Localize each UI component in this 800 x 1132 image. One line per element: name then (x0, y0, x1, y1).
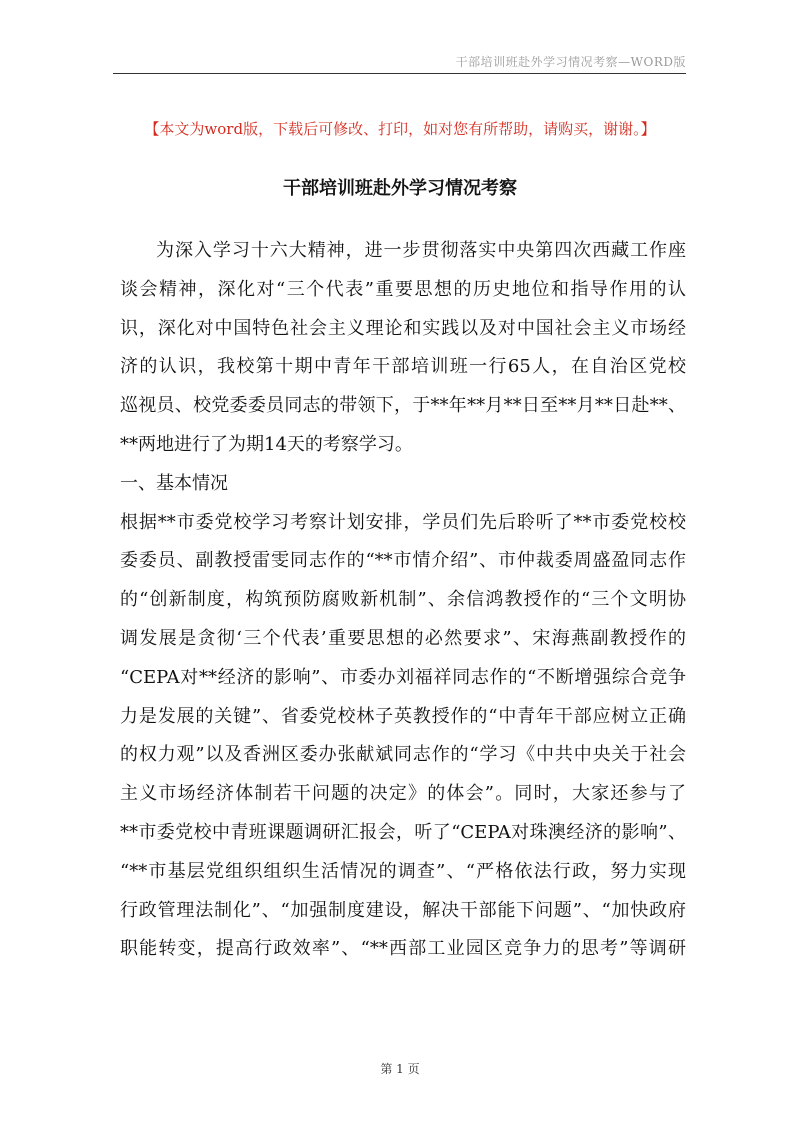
paragraph-basic-situation (120, 504, 686, 970)
text-line: 根据**市委党校学习考察计划安排，学员们先后聆听了**市委党校校 (120, 511, 686, 533)
text-line: **两地进行了为期14天的考察学习。 (120, 433, 413, 455)
text-line: 为深入学习十六大精神，进一步贯彻落实中央第四次西藏工作座 (156, 240, 686, 261)
purchase-notice: 【本文为word版，下载后可修改、打印，如对您有所帮助，请购买，谢谢。】 (144, 120, 656, 138)
text-line: 委委员、副教授雷雯同志作的“**市情介绍”、市仲裁委周盛盈同志作 (120, 550, 686, 572)
header-rule (113, 73, 686, 74)
text-line: 谈会精神，深化对“三个代表”重要思想的历史地位和指导作用的认 (120, 278, 686, 300)
text-line: “**市基层党组织组织生活情况的调查”、“严格依法行政，努力实现 (120, 860, 686, 882)
text-line: 巡视员、校党委委员同志的带领下，于**年**月**日至**月**日赴**、 (120, 395, 686, 417)
document-title: 干部培训班赴外学习情况考察 (283, 178, 517, 199)
section-heading: 一、基本情况 (120, 472, 228, 494)
text-line: 行政管理法制化”、“加强制度建设，解决干部能下问题”、“加快政府 (120, 899, 686, 921)
paragraph-intro (120, 232, 686, 465)
page-number: 第 1 页 (380, 1062, 420, 1076)
text-line: 调发展是贪彻‘三个代表’重要思想的必然要求”、宋海燕副教授作的 (120, 627, 686, 649)
text-line: 的权力观”以及香洲区委办张献斌同志作的“学习《中共中央关于社会 (120, 744, 686, 766)
text-line: **市委党校中青班课题调研汇报会，听了“CEPA对珠澳经济的影响”、 (120, 821, 686, 843)
text-line: 主义市场经济体制若干问题的决定》的体会”。同时，大家还参与了 (120, 783, 686, 805)
text-line: 职能转变，提高行政效率”、“**西部工业园区竞争力的思考”等调研 (120, 938, 686, 960)
document-body (120, 232, 686, 969)
text-line: 识，深化对中国特色社会主义理论和实践以及对中国社会主义市场经 (120, 317, 686, 339)
text-line: 的“创新制度，构筑预防腐败新机制”、余信鸿教授作的“三个文明协 (120, 589, 686, 611)
text-line: “CEPA对**经济的影响”、市委办刘福祥同志作的“不断增强综合竞争 (120, 666, 686, 688)
running-header: 干部培训班赴外学习情况考察—WORD版 (455, 55, 686, 69)
text-line: 济的认识，我校第十期中青年干部培训班一行65人，在自治区党校 (120, 356, 686, 378)
text-line: 力是发展的关键”、省委党校林子英教授作的“中青年干部应树立正确 (120, 705, 686, 727)
